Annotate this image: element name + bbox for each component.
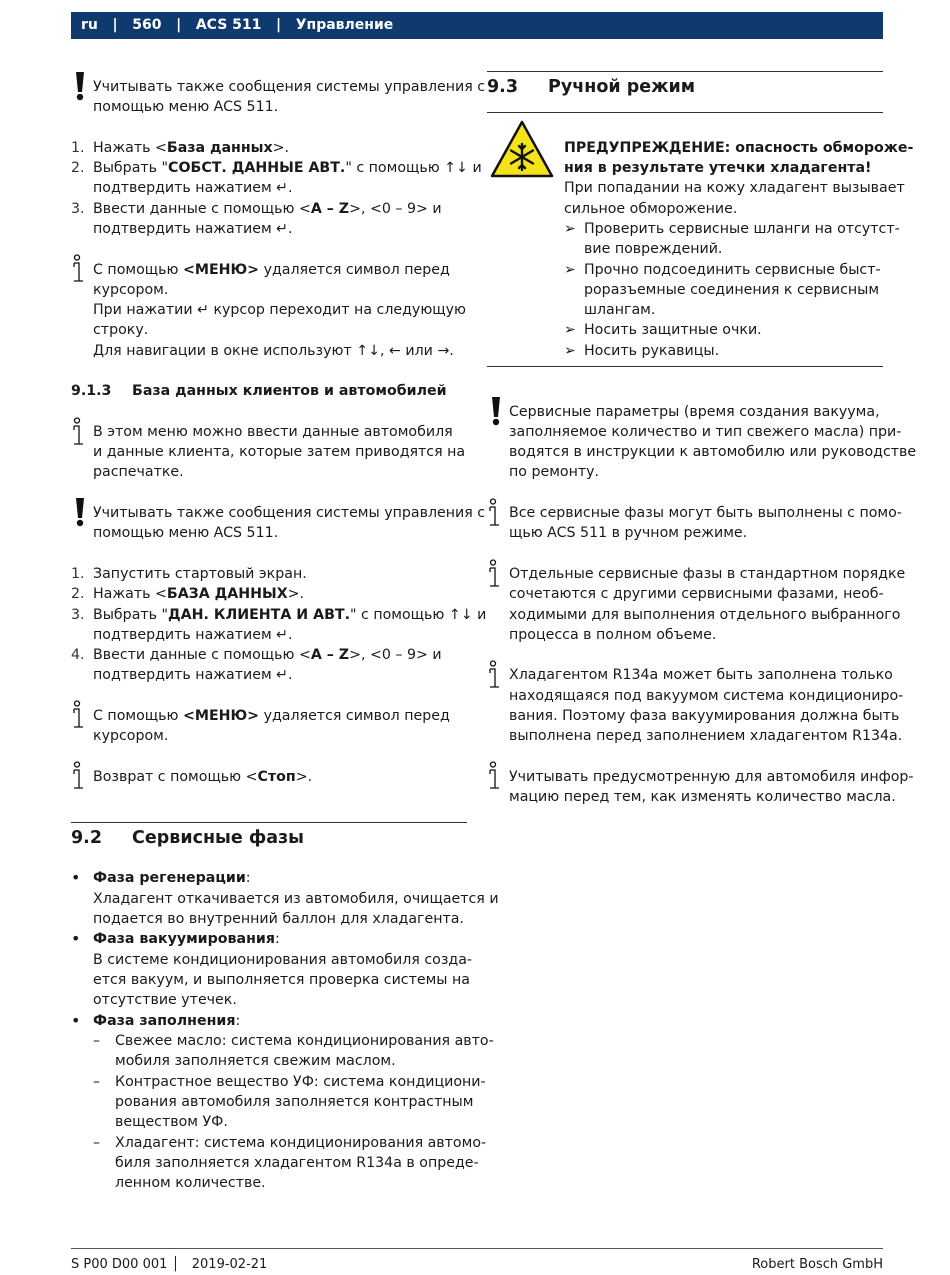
info-icon [487,660,505,694]
phase-title: Фаза заполнения: [93,1013,241,1029]
page-header: ru | 560 | ACS 511 | Управление [71,12,883,39]
info-text: строку. [93,322,149,338]
phase-title: Фаза вакуумирования: [93,931,280,947]
info-icon [71,417,89,451]
info-text: выполнена перед заполнением хладагентом R134a. [509,728,903,744]
arrow-bullet-icon: ➢ [564,322,576,338]
section-number: 9.3 [487,77,519,97]
info-text: В этом меню можно ввести данные автомобиля [93,424,453,440]
subsection-number: 9.1.3 [71,383,112,399]
step-number: 2. [71,586,85,602]
warning-item: Проверить сервисные шланги на отсутст- [584,221,900,237]
bullet: • [71,868,81,887]
step-text: подтвердить нажатием ↵. [93,667,293,683]
footer-doc-info: S P00 D00 001 │ 2019-02-21 [71,1257,268,1272]
fill-text: мобиля заполняется свежим маслом. [115,1053,396,1069]
info-text: Возврат с помощью <Стоп>. [93,769,313,785]
phase-text: отсутствие утечек. [93,992,237,1008]
warning-title: ния в результате утечки хладагента! [564,160,872,176]
phase-text: В системе кондиционирования автомобиля созда- [93,952,473,968]
arrow-bullet-icon: ➢ [564,221,576,237]
info-text: Хладагентом R134a может быть заполнена только [509,667,893,683]
step-number: 1. [71,566,85,582]
step-number: 2. [71,160,85,176]
info-icon [71,254,89,288]
fill-text: биля заполняется хладагентом R134a в опреде- [115,1155,479,1171]
step-text: Нажать <БАЗА ДАННЫХ>. [93,586,305,602]
info-text: Все сервисные фазы могут быть выполнены с помо- [509,505,902,521]
frost-warning-icon [490,120,554,178]
section-rule [71,822,467,823]
info-icon [487,761,505,795]
phase-text: Хладагент откачивается из автомобиля, очищается и [93,891,499,907]
info-text: распечатке. [93,464,184,480]
warning-rule [487,366,883,367]
info-text: курсором. [93,728,169,744]
phase-text: подается во внутренний баллон для хладагента. [93,911,464,927]
step-text: подтвердить нажатием ↵. [93,221,293,237]
header-product: ACS 511 [195,17,262,33]
exclamation-icon [71,496,89,530]
header-lang: ru [81,17,98,33]
fill-text: веществом УФ. [115,1114,228,1130]
warning-item: шлангам. [584,302,656,318]
bullet: • [71,1011,81,1030]
note-text: помощью меню ACS 511. [93,99,279,115]
fill-text: рования автомобиля заполняется контрастным [115,1094,474,1110]
note-text: заполняемое количество и тип свежего масла) при- [509,424,902,440]
note-text: по ремонту. [509,464,600,480]
note-text: Сервисные параметры (время создания вакуума, [509,404,880,420]
dash: – [93,1033,101,1049]
info-icon [71,761,89,795]
warning-item: роразъемные соединения к сервисным [584,282,880,298]
section-rule [487,71,883,72]
step-text: Ввести данные с помощью <A – Z>, <0 – 9> и [93,201,442,217]
phase-title: Фаза регенерации: [93,870,251,886]
warning-item: Прочно подсоединить сервисные быст- [584,262,881,278]
warning-text: При попадании на кожу хладагент вызывает [564,180,905,196]
footer-company: Robert Bosch GmbH [751,1257,883,1272]
info-text: Отдельные сервисные фазы в стандартном порядке [509,566,906,582]
fill-text: Хладагент: система кондиционирования автомо- [115,1135,487,1151]
info-text: щью ACS 511 в ручном режиме. [509,525,748,541]
info-text: курсором. [93,282,169,298]
step-text: подтвердить нажатием ↵. [93,627,293,643]
dash: – [93,1135,101,1151]
note-text: Учитывать также сообщения системы управления с [93,79,486,95]
dash: – [93,1074,101,1090]
info-text: Для навигации в окне используют ↑↓, ← или →. [93,343,454,359]
step-text: Ввести данные с помощью <A – Z>, <0 – 9> и [93,647,442,663]
warning-title: ПРЕДУПРЕЖДЕНИЕ: опасность обмороже- [564,140,914,156]
step-text: Нажать <База данных>. [93,140,290,156]
step-number: 1. [71,140,85,156]
info-icon [487,498,505,532]
info-text: ходимыми для выполнения отдельного выбранного [509,607,901,623]
arrow-bullet-icon: ➢ [564,343,576,359]
step-number: 3. [71,201,85,217]
step-text: Выбрать "ДАН. КЛИЕНТА И АВТ." с помощью ↑↓ и [93,607,487,623]
info-text: и данные клиента, которые затем приводятся на [93,444,466,460]
page-footer [71,1248,883,1272]
section-title: Ручной режим [548,77,696,97]
phase-text: ется вакуум, и выполняется проверка системы на [93,972,470,988]
note-text: водятся в инструкции к автомобилю или руководстве [509,444,917,460]
info-text: находящаяся под вакуумом система кондициониро- [509,688,904,704]
info-text: Учитывать предусмотренную для автомобиля инфор- [509,769,914,785]
info-text: С помощью <МЕНЮ> удаляется символ перед [93,262,450,278]
note-text: помощью меню ACS 511. [93,525,279,541]
fill-text: Контрастное вещество УФ: система кондициони- [115,1074,486,1090]
info-icon [71,700,89,734]
fill-text: ленном количестве. [115,1175,266,1191]
arrow-bullet-icon: ➢ [564,262,576,278]
warning-text: сильное обморожение. [564,201,738,217]
step-text: подтвердить нажатием ↵. [93,180,293,196]
section-rule [487,112,883,113]
section-title: Сервисные фазы [132,828,304,848]
exclamation-icon [71,70,89,104]
subsection-title: База данных клиентов и автомобилей [132,383,447,399]
warning-item: Носить защитные очки. [584,322,762,338]
info-text: При нажатии ↵ курсор переходит на следующую [93,302,466,318]
header-section: Управление [295,17,394,33]
info-icon [487,559,505,593]
info-text: сочетаются с другими сервисными фазами, необ- [509,586,884,602]
info-text: С помощью <МЕНЮ> удаляется символ перед [93,708,450,724]
step-text: Запустить стартовый экран. [93,566,307,582]
fill-text: Свежее масло: система кондиционирования авто- [115,1033,494,1049]
info-text: вания. Поэтому фаза вакуумирования должна быть [509,708,900,724]
exclamation-icon [487,395,505,429]
warning-item: Носить рукавицы. [584,343,720,359]
info-text: мацию перед тем, как изменять количество масла. [509,789,896,805]
info-text: процесса в полном объеме. [509,627,717,643]
bullet: • [71,929,81,948]
step-text: Выбрать "СОБСТ. ДАННЫЕ АВТ." с помощью ↑↓ и [93,160,482,176]
warning-item: вие повреждений. [584,241,723,257]
section-number: 9.2 [71,828,103,848]
step-number: 3. [71,607,85,623]
header-page: 560 [132,17,162,33]
step-number: 4. [71,647,85,663]
note-text: Учитывать также сообщения системы управления с [93,505,486,521]
